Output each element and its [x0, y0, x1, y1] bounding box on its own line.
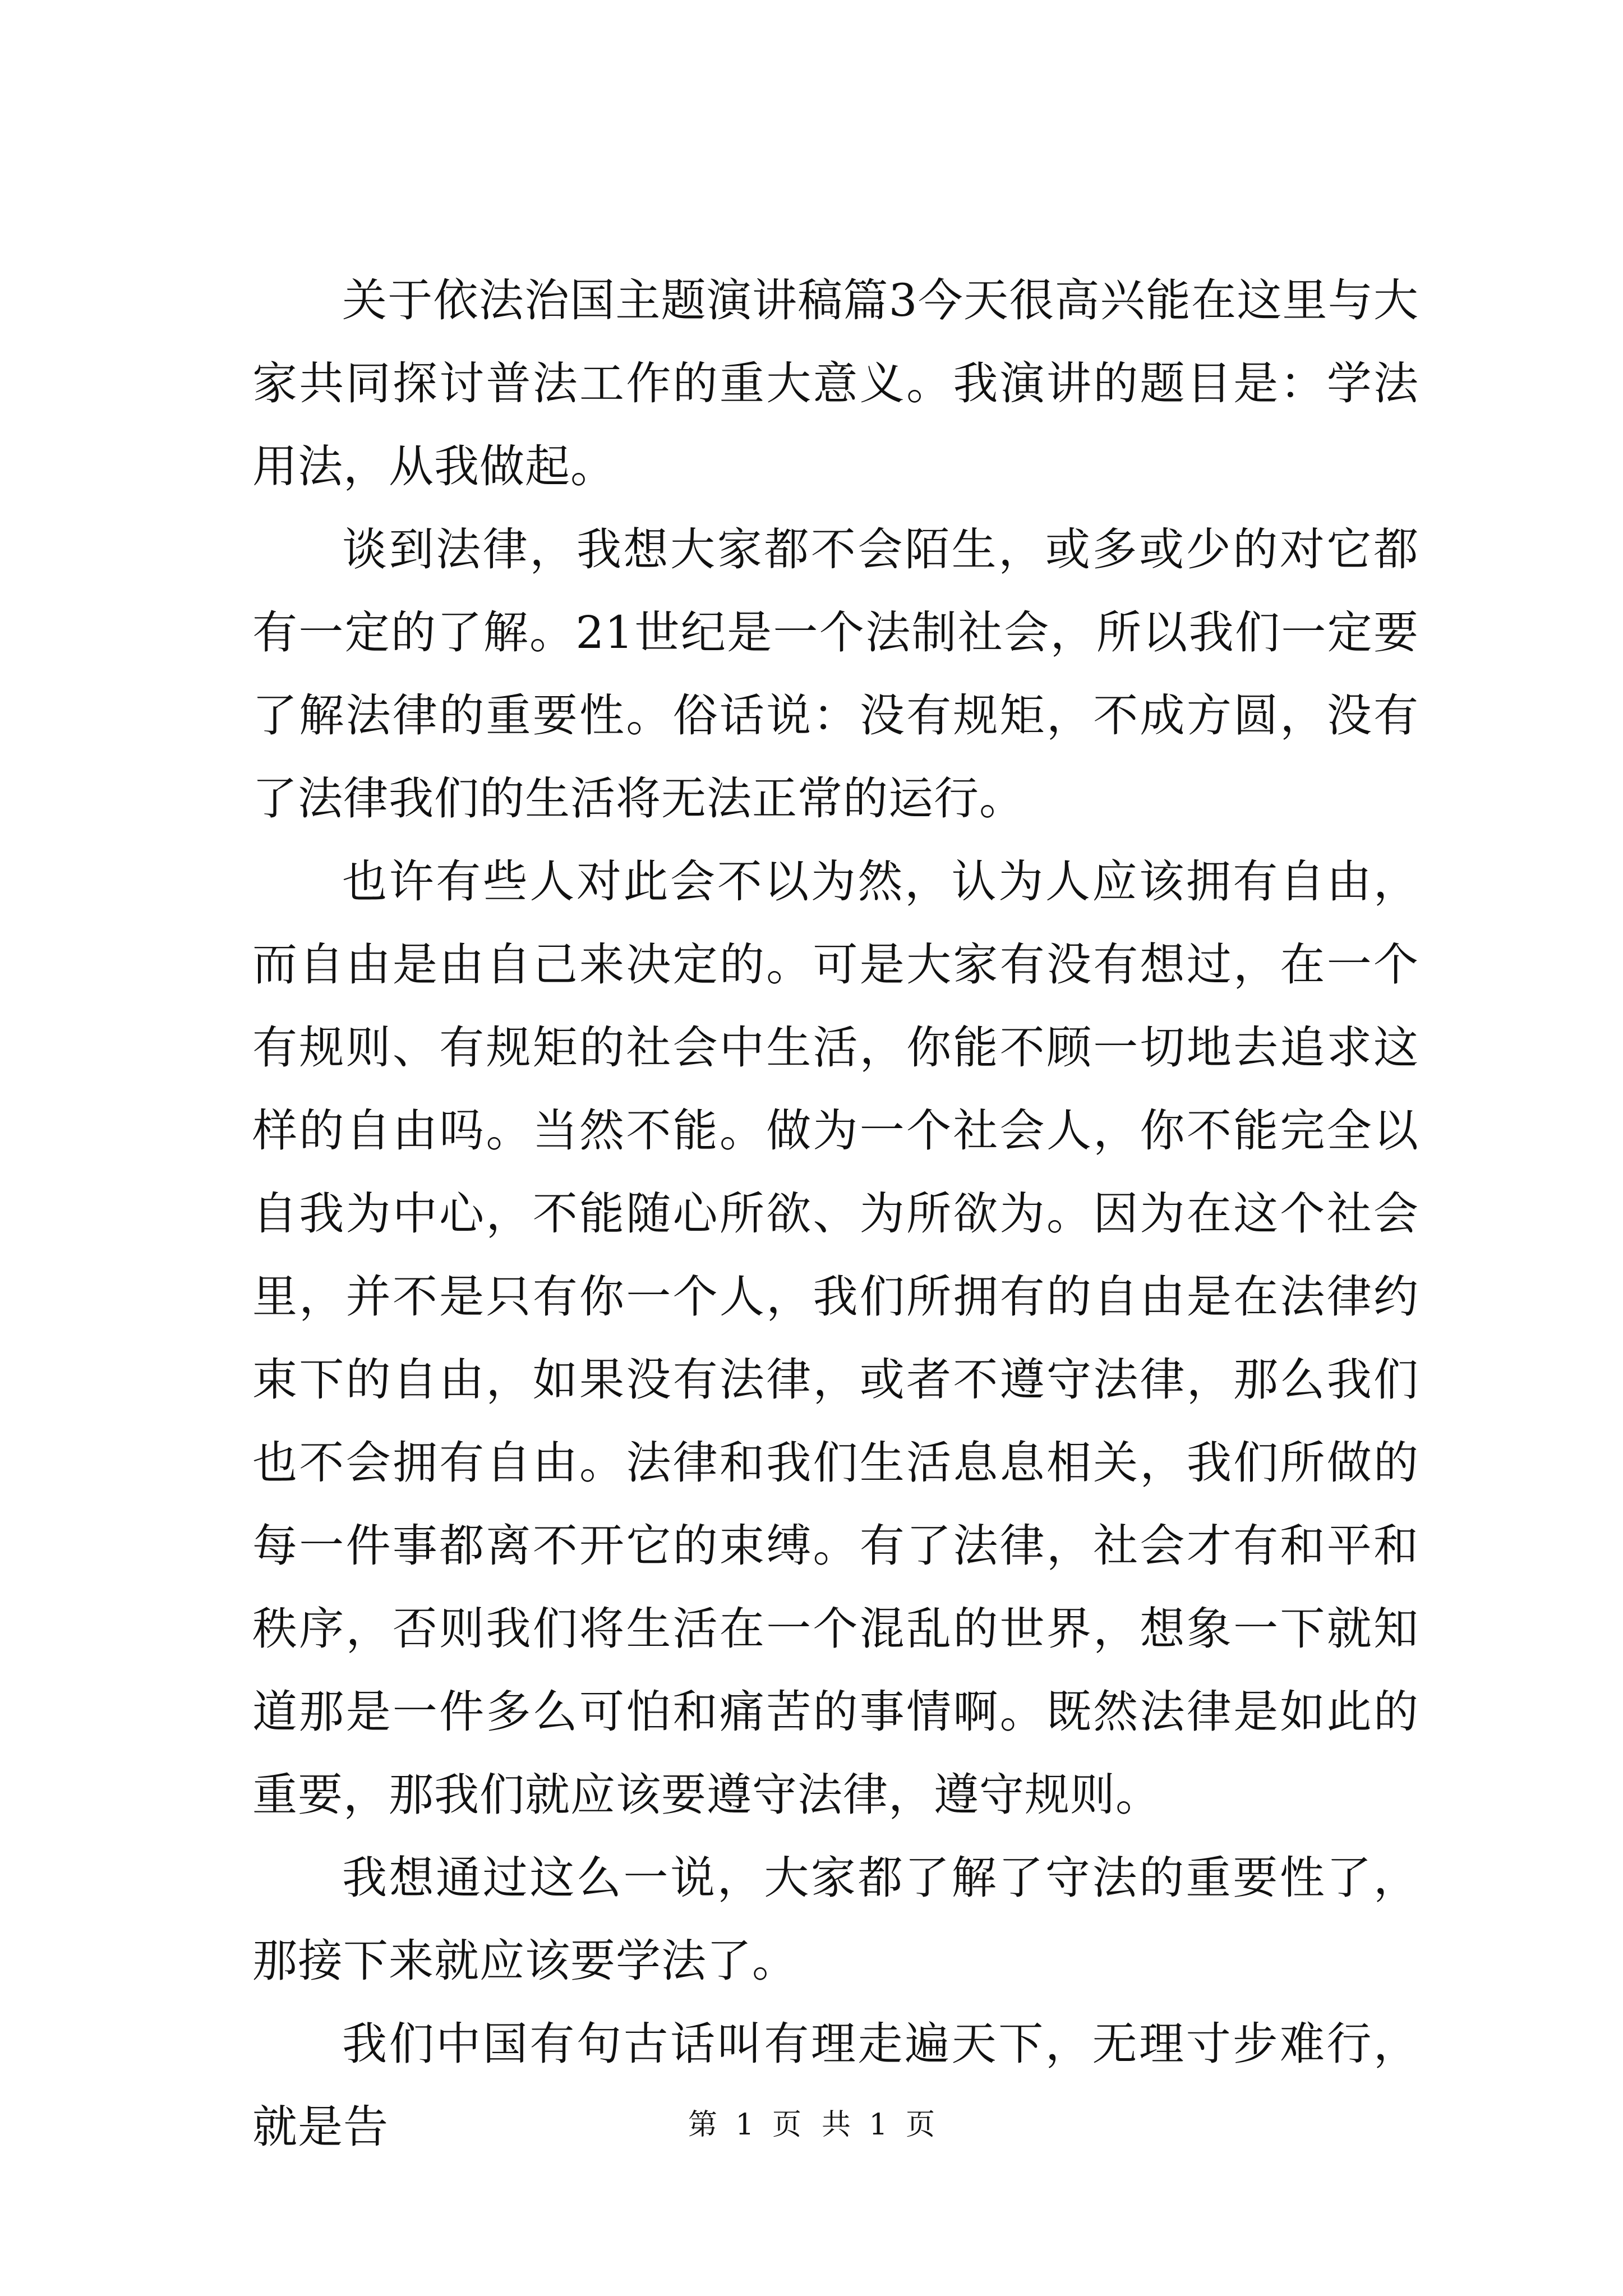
document-body: [252, 259, 1419, 2169]
paragraph-1: 关于依法治国主题演讲稿篇3今天很高兴能在这里与大家共同探讨普法工作的重大意义。我演讲的题目是：学法用法，从我做起。: [252, 274, 1419, 493]
paragraph-5: 我们中国有句古话叫有理走遍天下，无理寸步难行，就是告: [252, 2018, 1419, 2153]
paragraph-4: 我想通过这么一说，大家都了解了守法的重要性了，那接下来就应该要学法了。: [252, 1852, 1419, 1987]
paragraph-2: 谈到法律，我想大家都不会陌生，或多或少的对它都有一定的了解。21世纪是一个法制社会，所以我们一定要了解法律的重要性。俗话说：没有规矩，不成方圆，没有了法律我们的生活将无法正常的运行。: [252, 523, 1419, 825]
page-total-label: 共 1 页: [822, 2108, 935, 2142]
paragraph-3: 也许有些人对此会不以为然，认为人应该拥有自由，而自由是由自己来决定的。可是大家有没有想过，在一个有规则、有规矩的社会中生活，你能不顾一切地去追求这样的自由吗。当然不能。做为一个社会人，你不能完全以自我为中心，不能随心所欲、为所欲为。因为在这个社会里，并不是只有你一个人，我们所拥有的自由是在法律约束下的自由，如果没有法律，或者不遵守法律，那么我们也不会拥有自由。法律和我们生活息息相关，我们所做的每一件事都离不开它的束缚。有了法律，社会才有和平和秩序，否则我们将生活在一个混乱的世界，想象一下就知道那是一件多么可怕和痛苦的事情啊。既然法律是如此的重要，那我们就应该要遵守法律，遵守规则。: [252, 855, 1419, 1821]
page-footer: [0, 2101, 1623, 2143]
page-number-label: 第 1 页: [688, 2108, 801, 2142]
